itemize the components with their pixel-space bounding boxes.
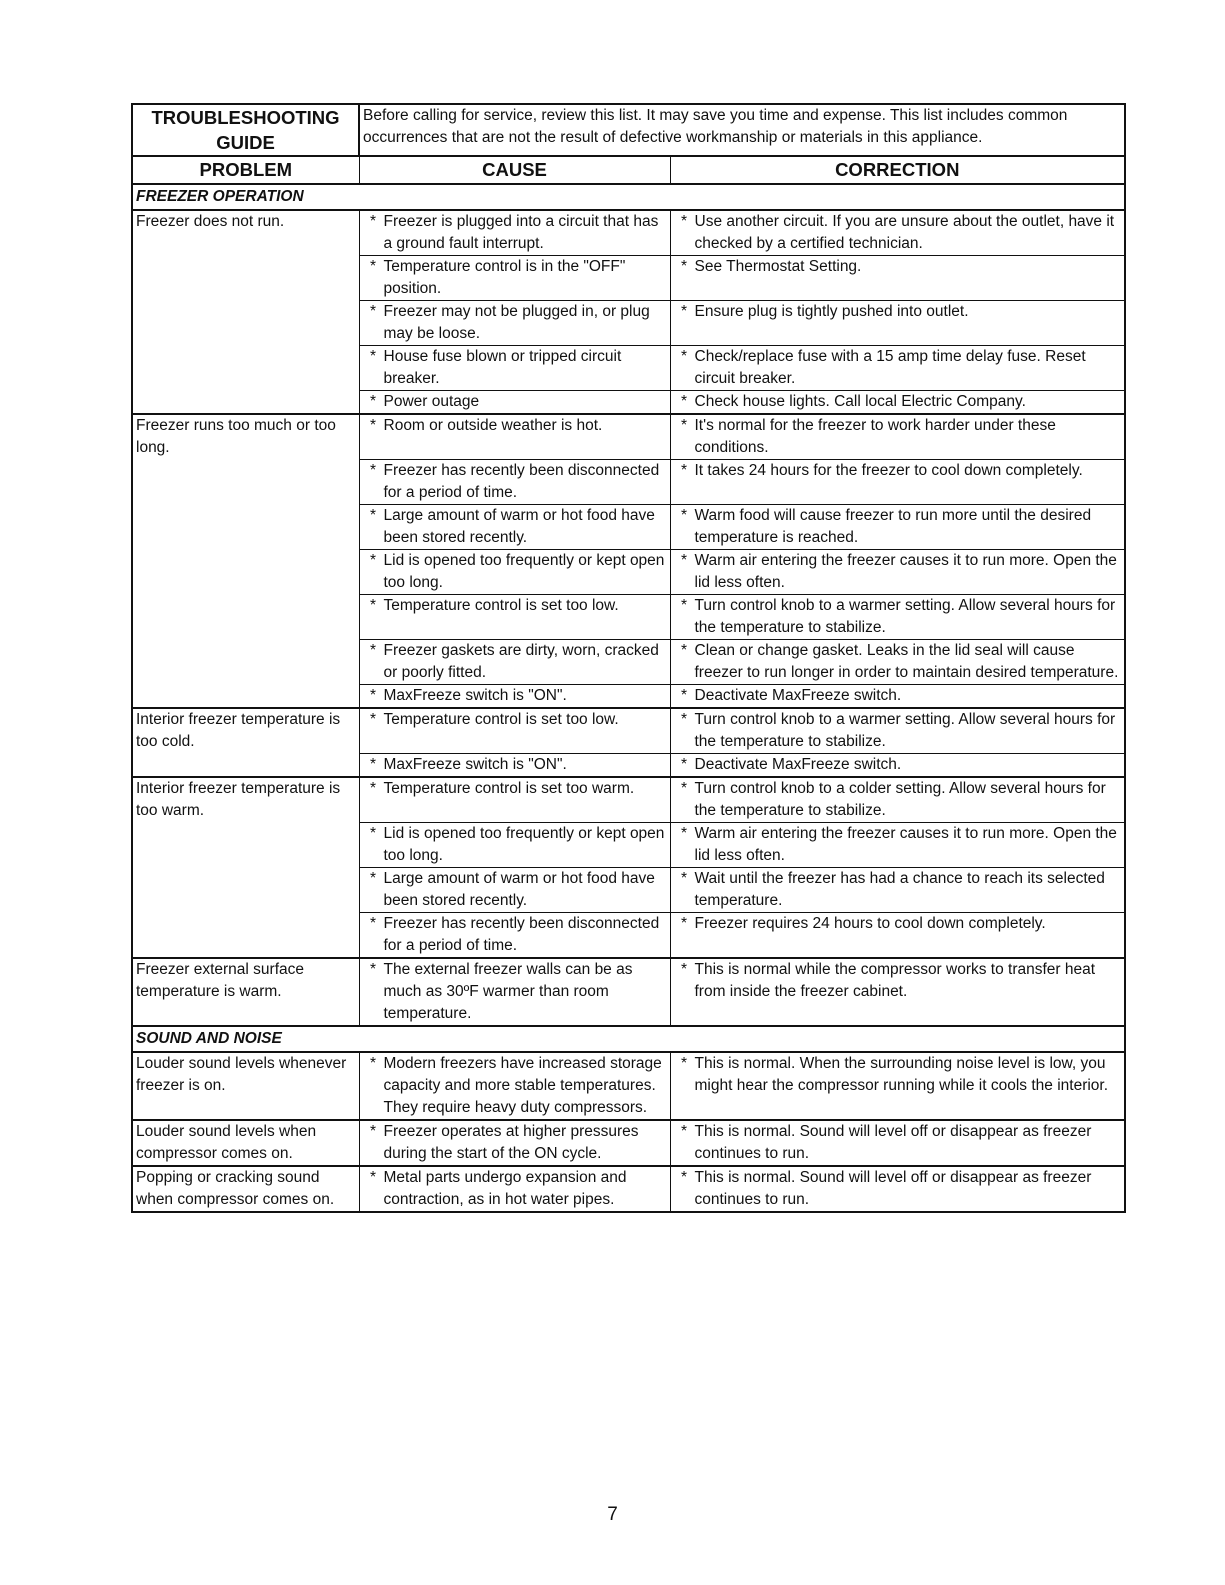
problem-cell: Popping or cracking sound when compressor comes on. bbox=[132, 1166, 359, 1212]
bullet-asterisk: * bbox=[369, 303, 377, 320]
cause-item bbox=[363, 709, 667, 731]
correction-item bbox=[674, 391, 1122, 413]
cause-item bbox=[363, 346, 667, 390]
correction-item bbox=[674, 640, 1122, 684]
correction-item bbox=[674, 550, 1122, 594]
problem-cell: Freezer runs too much or too long. bbox=[132, 414, 359, 708]
correction-item bbox=[674, 709, 1122, 753]
bullet-asterisk: * bbox=[680, 687, 688, 704]
correction-text: This is normal. When the surrounding noise level is low, you might hear the compressor running while it cools the interior. bbox=[694, 1055, 1109, 1094]
page-number: 7 bbox=[607, 1504, 618, 1525]
correction-cell bbox=[670, 1052, 1125, 1120]
section-title: SOUND AND NOISE bbox=[132, 1026, 1125, 1052]
correction-item bbox=[674, 913, 1122, 935]
bullet-asterisk: * bbox=[680, 552, 688, 569]
bullet-asterisk: * bbox=[680, 393, 688, 410]
cause-text: Freezer gaskets are dirty, worn, cracked or poorly fitted. bbox=[383, 642, 659, 681]
correction-cell bbox=[670, 505, 1125, 550]
cause-item bbox=[363, 959, 667, 1025]
cause-cell bbox=[359, 1166, 670, 1212]
correction-item bbox=[674, 1121, 1122, 1165]
bullet-asterisk: * bbox=[680, 642, 688, 659]
correction-cell bbox=[670, 210, 1125, 256]
correction-text: Clean or change gasket. Leaks in the lid seal will cause freezer to run longer in order to maintain desired temperature. bbox=[694, 642, 1119, 681]
problem-cell: Interior freezer temperature is too cold. bbox=[132, 708, 359, 777]
bullet-asterisk: * bbox=[680, 507, 688, 524]
problem-cell: Louder sound levels whenever freezer is on. bbox=[132, 1052, 359, 1120]
cause-text: Temperature control is set too warm. bbox=[383, 780, 635, 797]
cause-cell bbox=[359, 391, 670, 415]
cause-text: Lid is opened too frequently or kept open too long. bbox=[383, 825, 665, 864]
problem-cell: Louder sound levels when compressor comes on. bbox=[132, 1120, 359, 1166]
correction-item bbox=[674, 823, 1122, 867]
bullet-asterisk: * bbox=[680, 780, 688, 797]
bullet-asterisk: * bbox=[680, 915, 688, 932]
correction-text: Warm air entering the freezer causes it to run more. Open the lid less often. bbox=[694, 825, 1117, 864]
problem-cell: Freezer does not run. bbox=[132, 210, 359, 414]
cause-text: Lid is opened too frequently or kept open too long. bbox=[383, 552, 665, 591]
correction-cell bbox=[670, 550, 1125, 595]
correction-cell bbox=[670, 754, 1125, 778]
guide-intro: Before calling for service, review this list. It may save you time and expense. This list includes common occurrences that are not the result of defective workmanship or materials in this appliance. bbox=[359, 104, 1125, 156]
table-row bbox=[132, 1166, 1125, 1212]
cause-text: Temperature control is set too low. bbox=[383, 597, 619, 614]
bullet-asterisk: * bbox=[369, 687, 377, 704]
correction-text: It's normal for the freezer to work harder under these conditions. bbox=[694, 417, 1056, 456]
guide-title-line2: GUIDE bbox=[216, 132, 275, 153]
correction-cell bbox=[670, 414, 1125, 460]
cause-text: The external freezer walls can be as much as 30ºF warmer than room temperature. bbox=[383, 961, 633, 1022]
bullet-asterisk: * bbox=[680, 711, 688, 728]
correction-text: Ensure plug is tightly pushed into outlet. bbox=[694, 303, 969, 320]
cause-cell bbox=[359, 708, 670, 754]
correction-cell bbox=[670, 301, 1125, 346]
bullet-asterisk: * bbox=[680, 961, 688, 978]
problem-cell: Freezer external surface temperature is warm. bbox=[132, 958, 359, 1026]
correction-item bbox=[674, 301, 1122, 323]
correction-text: Deactivate MaxFreeze switch. bbox=[694, 756, 902, 773]
correction-cell bbox=[670, 823, 1125, 868]
correction-item bbox=[674, 460, 1122, 482]
cause-item bbox=[363, 913, 667, 957]
bullet-asterisk: * bbox=[369, 552, 377, 569]
bullet-asterisk: * bbox=[369, 780, 377, 797]
cause-text: Temperature control is in the "OFF" position. bbox=[383, 258, 626, 297]
bullet-asterisk: * bbox=[369, 825, 377, 842]
correction-item bbox=[674, 505, 1122, 549]
correction-text: Freezer requires 24 hours to cool down completely. bbox=[694, 915, 1046, 932]
correction-text: Use another circuit. If you are unsure about the outlet, have it checked by a certified technician. bbox=[694, 213, 1115, 252]
correction-item bbox=[674, 211, 1122, 255]
cause-cell bbox=[359, 256, 670, 301]
cause-item bbox=[363, 1121, 667, 1165]
guide-title bbox=[132, 104, 359, 156]
cause-cell bbox=[359, 1052, 670, 1120]
cause-item bbox=[363, 778, 667, 800]
cause-item bbox=[363, 460, 667, 504]
cause-text: Freezer has recently been disconnected for a period of time. bbox=[383, 462, 660, 501]
bullet-asterisk: * bbox=[680, 870, 688, 887]
cause-item bbox=[363, 1053, 667, 1119]
bullet-asterisk: * bbox=[680, 213, 688, 230]
correction-cell bbox=[670, 391, 1125, 415]
bullet-asterisk: * bbox=[369, 417, 377, 434]
bullet-asterisk: * bbox=[369, 507, 377, 524]
cause-text: Room or outside weather is hot. bbox=[383, 417, 603, 434]
cause-cell bbox=[359, 301, 670, 346]
correction-cell bbox=[670, 958, 1125, 1026]
bullet-asterisk: * bbox=[369, 915, 377, 932]
correction-item bbox=[674, 1053, 1122, 1097]
bullet-asterisk: * bbox=[369, 1123, 377, 1140]
cause-cell bbox=[359, 958, 670, 1026]
correction-item bbox=[674, 778, 1122, 822]
bullet-asterisk: * bbox=[680, 1055, 688, 1072]
cause-cell bbox=[359, 346, 670, 391]
column-header-correction: CORRECTION bbox=[670, 156, 1125, 184]
cause-text: Freezer is plugged into a circuit that has a ground fault interrupt. bbox=[383, 213, 659, 252]
cause-cell bbox=[359, 823, 670, 868]
correction-text: This is normal while the compressor works to transfer heat from inside the freezer cabinet. bbox=[694, 961, 1096, 1000]
bullet-asterisk: * bbox=[369, 348, 377, 365]
bullet-asterisk: * bbox=[369, 393, 377, 410]
cause-item bbox=[363, 640, 667, 684]
bullet-asterisk: * bbox=[369, 961, 377, 978]
bullet-asterisk: * bbox=[680, 417, 688, 434]
correction-text: Warm food will cause freezer to run more until the desired temperature is reached. bbox=[694, 507, 1092, 546]
cause-text: Large amount of warm or hot food have been stored recently. bbox=[383, 507, 655, 546]
correction-text: Deactivate MaxFreeze switch. bbox=[694, 687, 902, 704]
table-row bbox=[132, 1052, 1125, 1120]
bullet-asterisk: * bbox=[680, 1123, 688, 1140]
section-title: FREEZER OPERATION bbox=[132, 184, 1125, 210]
cause-cell bbox=[359, 868, 670, 913]
bullet-asterisk: * bbox=[680, 258, 688, 275]
cause-item bbox=[363, 1167, 667, 1211]
cause-item bbox=[363, 301, 667, 345]
table-row bbox=[132, 210, 1125, 256]
guide-header-row bbox=[132, 104, 1125, 156]
correction-text: Wait until the freezer has had a chance to reach its selected temperature. bbox=[694, 870, 1105, 909]
column-header-problem: PROBLEM bbox=[132, 156, 359, 184]
cause-item bbox=[363, 754, 667, 776]
correction-item bbox=[674, 754, 1122, 776]
bullet-asterisk: * bbox=[369, 1055, 377, 1072]
bullet-asterisk: * bbox=[369, 870, 377, 887]
correction-text: This is normal. Sound will level off or disappear as freezer continues to run. bbox=[694, 1169, 1092, 1208]
cause-cell bbox=[359, 550, 670, 595]
cause-text: Freezer has recently been disconnected for a period of time. bbox=[383, 915, 660, 954]
bullet-asterisk: * bbox=[680, 303, 688, 320]
problem-cell: Interior freezer temperature is too warm. bbox=[132, 777, 359, 958]
correction-cell bbox=[670, 913, 1125, 959]
cause-text: Modern freezers have increased storage capacity and more stable temperatures. They require heavy duty compressors. bbox=[383, 1055, 662, 1116]
cause-text: Power outage bbox=[383, 393, 480, 410]
correction-text: Turn control knob to a warmer setting. Allow several hours for the temperature to stabilize. bbox=[694, 597, 1116, 636]
correction-item bbox=[674, 256, 1122, 278]
correction-text: This is normal. Sound will level off or disappear as freezer continues to run. bbox=[694, 1123, 1092, 1162]
correction-cell bbox=[670, 256, 1125, 301]
cause-item bbox=[363, 550, 667, 594]
bullet-asterisk: * bbox=[680, 462, 688, 479]
cause-cell bbox=[359, 414, 670, 460]
correction-cell bbox=[670, 346, 1125, 391]
cause-text: Temperature control is set too low. bbox=[383, 711, 619, 728]
cause-item bbox=[363, 415, 667, 437]
correction-cell bbox=[670, 1166, 1125, 1212]
correction-cell bbox=[670, 685, 1125, 709]
cause-cell bbox=[359, 210, 670, 256]
correction-cell bbox=[670, 777, 1125, 823]
correction-cell bbox=[670, 640, 1125, 685]
bullet-asterisk: * bbox=[369, 711, 377, 728]
correction-item bbox=[674, 868, 1122, 912]
cause-cell bbox=[359, 460, 670, 505]
cause-item bbox=[363, 823, 667, 867]
table-row bbox=[132, 708, 1125, 754]
cause-cell bbox=[359, 595, 670, 640]
correction-text: Warm air entering the freezer causes it to run more. Open the lid less often. bbox=[694, 552, 1117, 591]
correction-cell bbox=[670, 1120, 1125, 1166]
correction-cell bbox=[670, 708, 1125, 754]
cause-cell bbox=[359, 754, 670, 778]
table-row bbox=[132, 777, 1125, 823]
cause-item bbox=[363, 595, 667, 617]
bullet-asterisk: * bbox=[369, 258, 377, 275]
correction-item bbox=[674, 959, 1122, 1003]
bullet-asterisk: * bbox=[369, 597, 377, 614]
troubleshooting-table-body bbox=[132, 104, 1125, 1212]
cause-item bbox=[363, 391, 667, 413]
correction-item bbox=[674, 685, 1122, 707]
bullet-asterisk: * bbox=[369, 462, 377, 479]
cause-cell bbox=[359, 640, 670, 685]
troubleshooting-table bbox=[131, 103, 1126, 1213]
cause-text: Freezer operates at higher pressures during the start of the ON cycle. bbox=[383, 1123, 639, 1162]
table-row bbox=[132, 958, 1125, 1026]
correction-text: Check/replace fuse with a 15 amp time delay fuse. Reset circuit breaker. bbox=[694, 348, 1086, 387]
cause-item bbox=[363, 868, 667, 912]
correction-item bbox=[674, 346, 1122, 390]
cause-cell bbox=[359, 505, 670, 550]
correction-cell bbox=[670, 460, 1125, 505]
bullet-asterisk: * bbox=[369, 756, 377, 773]
section-header-row bbox=[132, 1026, 1125, 1052]
section-header-row bbox=[132, 184, 1125, 210]
cause-cell bbox=[359, 913, 670, 959]
correction-cell bbox=[670, 868, 1125, 913]
correction-text: See Thermostat Setting. bbox=[694, 258, 862, 275]
cause-cell bbox=[359, 1120, 670, 1166]
correction-item bbox=[674, 415, 1122, 459]
table-row bbox=[132, 1120, 1125, 1166]
cause-text: Freezer may not be plugged in, or plug may be loose. bbox=[383, 303, 650, 342]
cause-text: Metal parts undergo expansion and contraction, as in hot water pipes. bbox=[383, 1169, 627, 1208]
bullet-asterisk: * bbox=[680, 597, 688, 614]
bullet-asterisk: * bbox=[369, 642, 377, 659]
correction-item bbox=[674, 1167, 1122, 1211]
cause-text: MaxFreeze switch is "ON". bbox=[383, 756, 567, 773]
bullet-asterisk: * bbox=[680, 1169, 688, 1186]
correction-text: It takes 24 hours for the freezer to cool down completely. bbox=[694, 462, 1083, 479]
correction-cell bbox=[670, 595, 1125, 640]
bullet-asterisk: * bbox=[680, 825, 688, 842]
cause-text: House fuse blown or tripped circuit breaker. bbox=[383, 348, 622, 387]
cause-cell bbox=[359, 685, 670, 709]
bullet-asterisk: * bbox=[369, 213, 377, 230]
cause-text: Large amount of warm or hot food have been stored recently. bbox=[383, 870, 655, 909]
table-row bbox=[132, 414, 1125, 460]
cause-item bbox=[363, 505, 667, 549]
cause-item bbox=[363, 256, 667, 300]
column-header-cause: CAUSE bbox=[359, 156, 670, 184]
cause-cell bbox=[359, 777, 670, 823]
correction-text: Turn control knob to a colder setting. Allow several hours for the temperature to stabilize. bbox=[694, 780, 1106, 819]
guide-title-line1: TROUBLESHOOTING bbox=[151, 107, 340, 128]
bullet-asterisk: * bbox=[680, 756, 688, 773]
correction-text: Turn control knob to a warmer setting. Allow several hours for the temperature to stabilize. bbox=[694, 711, 1116, 750]
column-header-row bbox=[132, 156, 1125, 184]
cause-item bbox=[363, 685, 667, 707]
correction-text: Check house lights. Call local Electric Company. bbox=[694, 393, 1026, 410]
correction-item bbox=[674, 595, 1122, 639]
bullet-asterisk: * bbox=[680, 348, 688, 365]
cause-item bbox=[363, 211, 667, 255]
cause-text: MaxFreeze switch is "ON". bbox=[383, 687, 567, 704]
bullet-asterisk: * bbox=[369, 1169, 377, 1186]
